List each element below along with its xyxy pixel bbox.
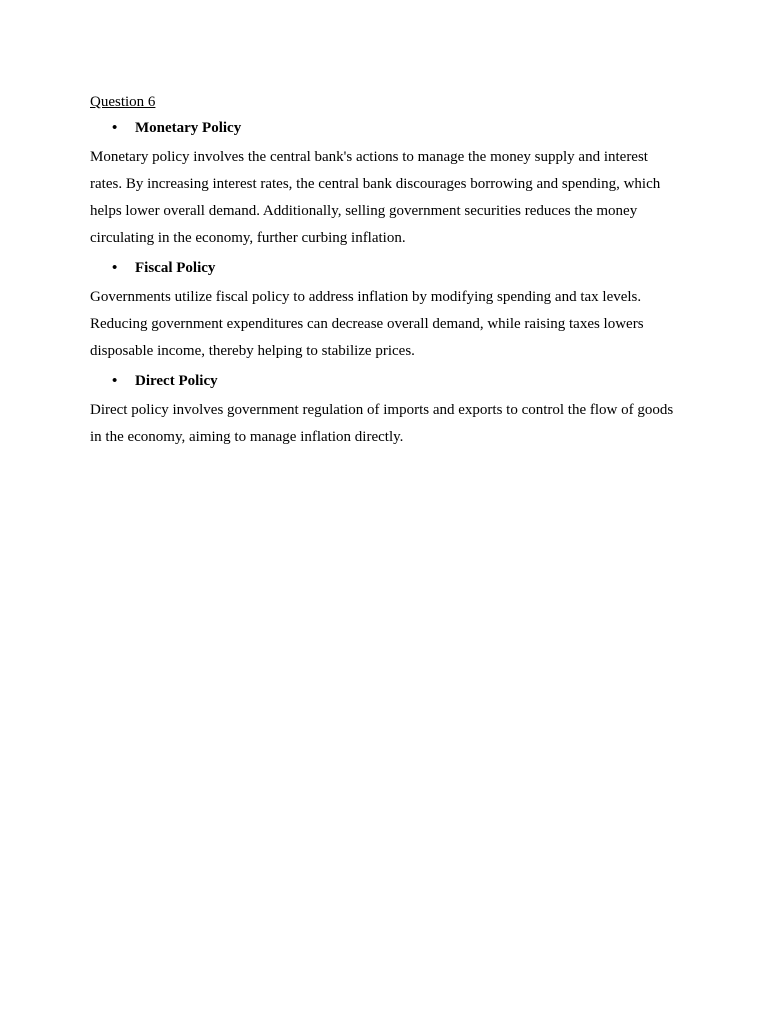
paragraph-line: Direct policy involves government regulation of imports and exports to control the flow of goods — [90, 402, 674, 418]
bullet-icon: • — [112, 260, 118, 276]
paragraph-line: helps lower overall demand. Additionally, selling government securities reduces the money — [90, 203, 638, 219]
section-paragraph-fiscal — [90, 284, 690, 365]
bullet-icon: • — [112, 120, 118, 136]
paragraph-line: Reducing government expenditures can decrease overall demand, while raising taxes lowers — [90, 316, 644, 332]
section-heading-fiscal — [90, 258, 690, 278]
section-title: Monetary Policy — [135, 120, 242, 136]
section-paragraph-monetary — [90, 144, 690, 252]
section-heading-direct — [90, 371, 690, 391]
paragraph-line: Monetary policy involves the central bank's actions to manage the money supply and interest — [90, 149, 648, 165]
paragraph-line: disposable income, thereby helping to stabilize prices. — [90, 343, 415, 359]
section-paragraph-direct — [90, 397, 690, 451]
section-title: Direct Policy — [135, 373, 218, 389]
paragraph-line: rates. By increasing interest rates, the central bank discourages borrowing and spending, which — [90, 176, 661, 192]
paragraph-line: Governments utilize fiscal policy to address inflation by modifying spending and tax levels. — [90, 289, 642, 305]
question-heading: Question 6 — [90, 94, 156, 110]
document-page — [90, 92, 690, 457]
paragraph-line: circulating in the economy, further curbing inflation. — [90, 230, 406, 246]
paragraph-line: in the economy, aiming to manage inflation directly. — [90, 429, 404, 445]
section-heading-monetary — [90, 118, 690, 138]
bullet-icon: • — [112, 373, 118, 389]
section-title: Fiscal Policy — [135, 260, 216, 276]
